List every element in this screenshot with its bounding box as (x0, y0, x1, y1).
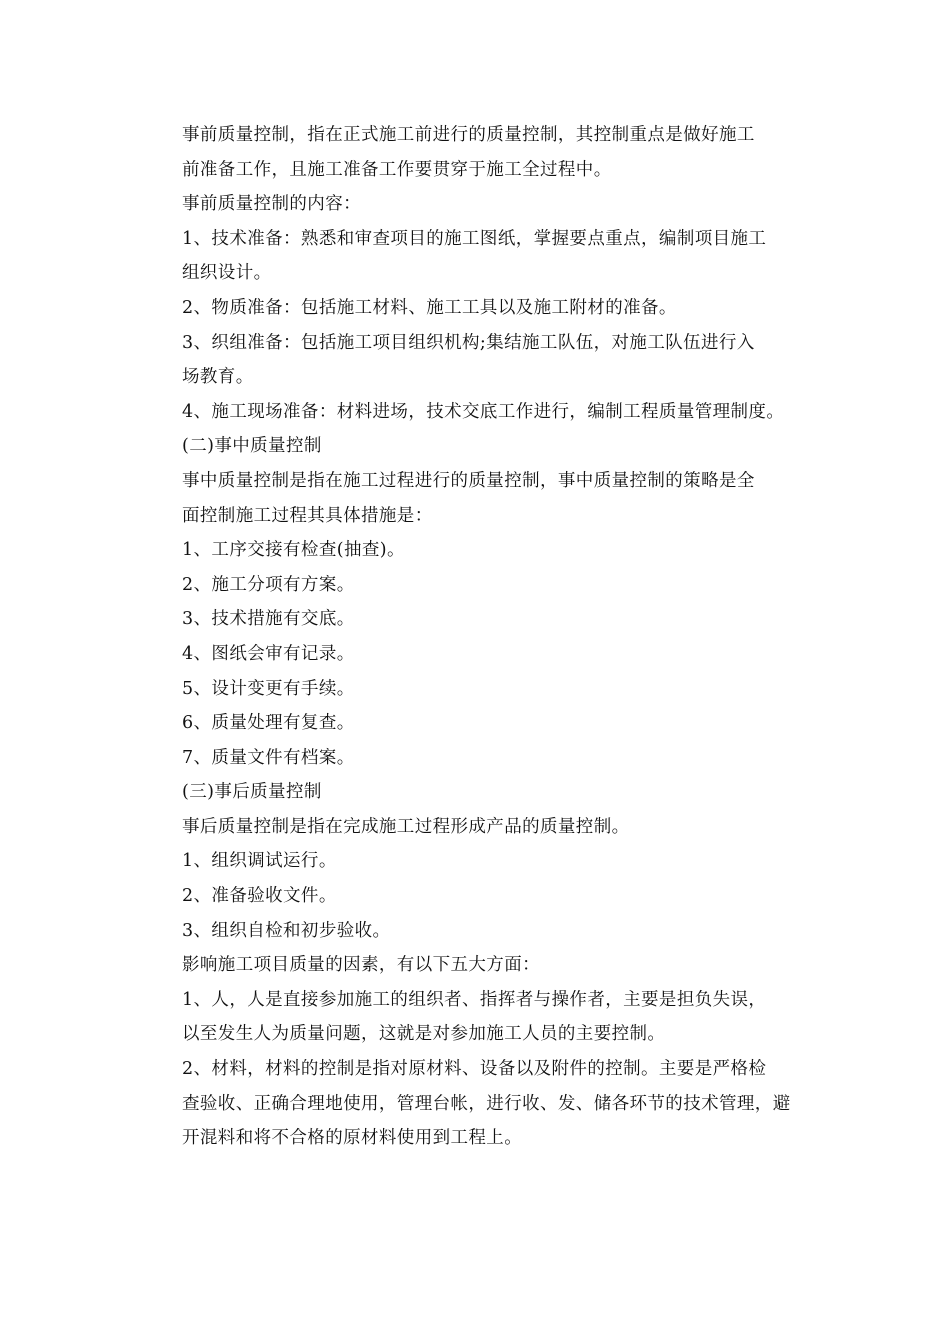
paragraph (145, 533, 825, 568)
text-line: 事后质量控制是指在完成施工过程形成产品的质量控制。 (182, 816, 630, 837)
paragraph (145, 775, 825, 810)
paragraph (145, 741, 825, 776)
document-page (145, 118, 825, 1156)
paragraph (145, 672, 825, 707)
paragraph (145, 948, 825, 983)
paragraph (145, 1052, 825, 1156)
text-line: 查验收、正确合理地使用，管理台帐，进行收、发、储各环节的技术管理，避 (182, 1093, 791, 1114)
paragraph (145, 637, 825, 672)
paragraph (145, 706, 825, 741)
paragraph (145, 844, 825, 879)
text-line: 以至发生人为质量问题，这就是对参加施工人员的主要控制。 (182, 1024, 666, 1045)
paragraph (145, 983, 825, 1052)
paragraph (145, 879, 825, 914)
paragraph (145, 429, 825, 464)
text-line: 3、织组准备：包括施工项目组织机构;集结施工队伍，对施工队伍进行入 (182, 332, 755, 353)
text-line: 4、施工现场准备：材料进场，技术交底工作进行，编制工程质量管理制度。 (182, 401, 785, 422)
text-line: 2、施工分项有方案。 (182, 574, 355, 595)
text-line: 2、材料，材料的控制是指对原材料、设备以及附件的控制。主要是严格检 (182, 1059, 767, 1080)
text-line: 场教育。 (182, 367, 254, 388)
text-line: 1、技术准备：熟悉和审查项目的施工图纸，掌握要点重点，编制项目施工 (182, 228, 767, 249)
paragraph (145, 810, 825, 845)
text-line: (二)事中质量控制 (182, 436, 322, 457)
paragraph (145, 222, 825, 291)
paragraph (145, 118, 825, 187)
text-line: (三)事后质量控制 (182, 782, 322, 803)
text-line: 开混料和将不合格的原材料使用到工程上。 (182, 1128, 523, 1149)
text-line: 3、技术措施有交底。 (182, 609, 355, 630)
text-line: 事中质量控制是指在施工过程进行的质量控制，事中质量控制的策略是全 (182, 470, 755, 491)
text-line: 面控制施工过程其具体措施是： (182, 505, 433, 526)
text-line: 1、工序交接有检查(抽查)。 (182, 540, 405, 561)
text-line: 7、质量文件有档案。 (182, 747, 355, 768)
paragraph (145, 187, 825, 222)
paragraph (145, 602, 825, 637)
paragraph (145, 326, 825, 395)
paragraph (145, 291, 825, 326)
text-line: 事前质量控制的内容： (182, 194, 361, 215)
paragraph (145, 914, 825, 949)
text-line: 事前质量控制，指在正式施工前进行的质量控制，其控制重点是做好施工 (182, 125, 755, 145)
text-line: 6、质量处理有复查。 (182, 713, 355, 734)
text-line: 1、人，人是直接参加施工的组织者、指挥者与操作者，主要是担负失误， (182, 989, 767, 1010)
text-line: 影响施工项目质量的因素，有以下五大方面： (182, 955, 540, 976)
text-line: 1、组织调试运行。 (182, 851, 337, 872)
text-line: 5、设计变更有手续。 (182, 678, 355, 699)
text-line: 组织设计。 (182, 263, 272, 284)
text-line: 2、物质准备：包括施工材料、施工工具以及施工附材的准备。 (182, 297, 677, 318)
text-line: 3、组织自检和初步验收。 (182, 920, 391, 941)
text-line: 2、准备验收文件。 (182, 886, 337, 907)
text-line: 前准备工作，且施工准备工作要贯穿于施工全过程中。 (182, 159, 612, 180)
paragraph (145, 568, 825, 603)
paragraph (145, 395, 825, 430)
text-line: 4、图纸会审有记录。 (182, 643, 355, 664)
paragraph (145, 464, 825, 533)
